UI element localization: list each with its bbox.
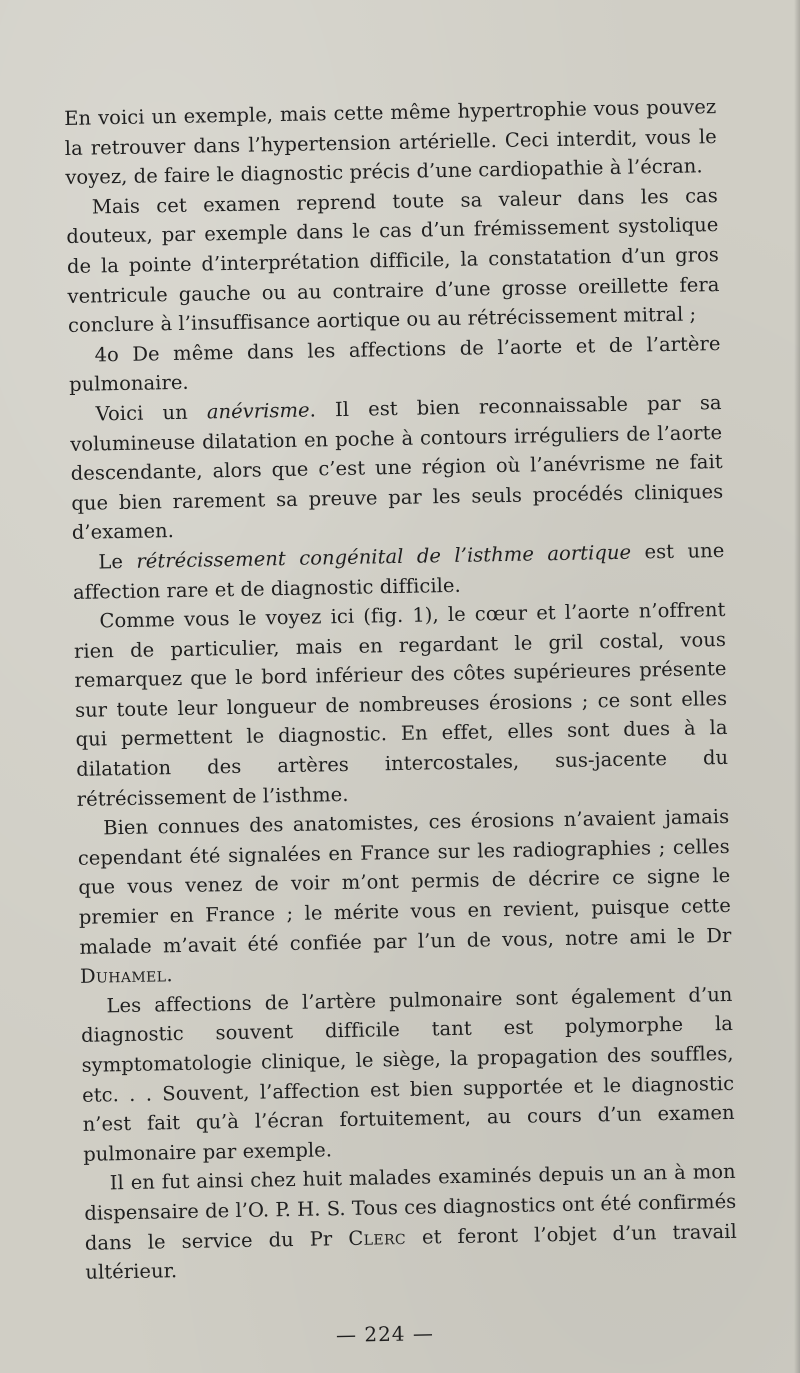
italic-text: rétrécissement congénital de l’isthme aortique: [136, 540, 632, 573]
text-run: 4o De même dans les affections de l’aorte et de l’artère pulmonaire.: [68, 331, 721, 397]
small-caps-name: Clerc: [348, 1225, 407, 1250]
paragraph: [80, 980, 735, 1169]
text-run: Le: [98, 549, 137, 574]
paragraph: [69, 388, 724, 548]
text-run: Comme vous le voyez ici (fig. 1), le cœur et l’aorte n’offrent rien de particulier, mais en regardant le gril costal, vous remarquez que le bord inférieur des côtes supérieures présente sur toute leur longueur de nombreuses érosions ; ce sont elles qui permettent le diagnostic. En effet, elles sont dues à la dilatation des artères intercostales, sus-jacente du rétrécissement de l’isthme.: [73, 598, 729, 811]
text-run: Voici un: [95, 400, 208, 426]
body-text: [64, 92, 738, 1287]
text-run: Les affections de l’artère pulmonaire sont également d’un diagnostic souvent difficile tant est polymorphe la symptomatologie clinique, le siège, la propagation des souffles, etc. . . Souvent, l’affection est bien supportée et le diagnostic n’est fait qu’à l’écran fortuitement, au cours d’un examen pulmonaire par exemple.: [80, 982, 735, 1166]
text-run: Mais cet examen reprend toute sa valeur dans les cas douteux, par exemple dans le cas d’un frémissement systolique de la pointe d’interprétation difficile, la constatation d’un gros ventricule gauche ou au contraire d’une grosse oreillette fera conclure à l’insuffisance aortique ou au rétrécissement mitral ;: [66, 183, 720, 338]
paragraph: [73, 595, 729, 814]
text-run: et feront l’objet d’un travail ultérieur.: [85, 1219, 737, 1284]
paragraph: [64, 92, 718, 193]
text-run: En voici un exemple, mais cette même hypertrophie vous pouvez la retrouver dans l’hypertension artérielle. Ceci interdit, vous le voyez, de faire le diagnostic précis d’une cardiopathie à l’écran.: [64, 95, 717, 190]
text-run: Il en fut ainsi chez huit malades examinés depuis un an à mon dispensaire de l’O. P. H. S. Tous ces diagnostics ont été confirmés dans le service du Pr: [84, 1160, 737, 1255]
text-run: .: [166, 963, 173, 987]
paragraph: [66, 181, 721, 341]
page-number: — 224 —: [335, 1321, 435, 1347]
paragraph: [77, 802, 732, 991]
text-run: . Il est bien reconnaissable par sa volumineuse dilatation en poche à contours irréguliers de l’aorte descendante, alors que c’est une région où l’anévrisme ne fait que bien rarement sa preuve par les seuls procédés cliniques d’examen.: [70, 390, 724, 545]
small-caps-name: Duhamel: [79, 963, 167, 989]
text-run: est une affection rare et de diagnostic difficile.: [72, 538, 725, 604]
paragraph: [84, 1157, 738, 1287]
text-run: Bien connues des anatomistes, ces érosions n’avaient jamais cependant été signalées en France sur les radiographies ; celles que vous venez de voir m’ont permis de décrire ce signe le premier en France ; le mérite vous en revient, puisque cette malade m’avait été confiée par l’un de vous, notre ami le Dr: [77, 805, 732, 959]
italic-text: anévrisme: [206, 398, 310, 424]
